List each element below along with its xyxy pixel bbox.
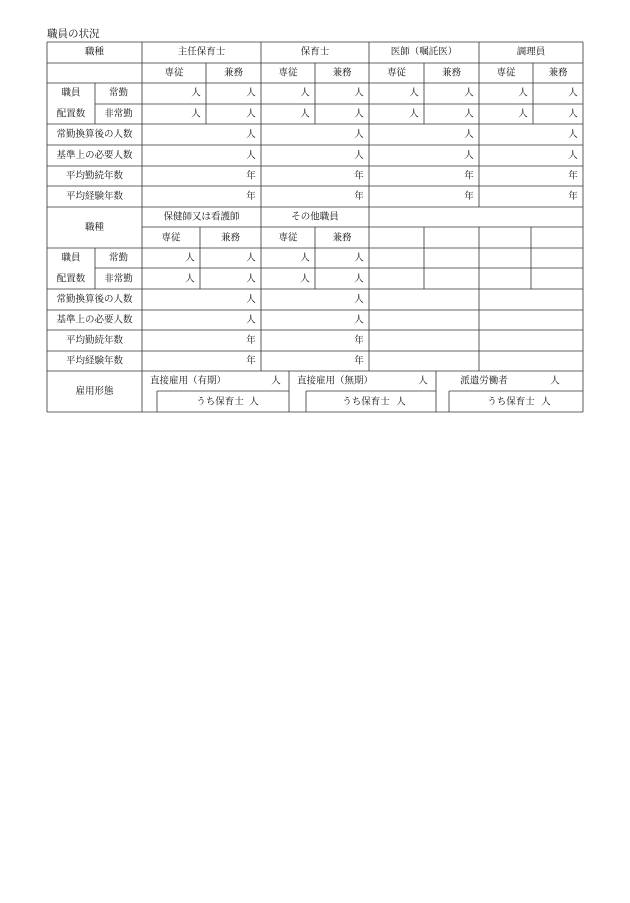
label-hijoukin: 非常勤 xyxy=(104,273,133,285)
sub-header: 専従 xyxy=(278,232,298,244)
of-which-nurse: うち保育士 xyxy=(196,396,244,408)
row-label: 常勤換算後の人数 xyxy=(56,129,133,140)
unit-label: 人 xyxy=(354,108,364,120)
unit-label: 人 xyxy=(568,87,578,99)
unit-label: 人 xyxy=(246,314,256,326)
column-header: 保健師又は看護師 xyxy=(163,211,240,223)
sub-header: 専従 xyxy=(278,67,298,79)
page-title: 職員の状況 xyxy=(47,28,100,40)
label-shokuin: 職員 xyxy=(61,87,81,99)
employment-direct-unfixed: 直接雇用（無期） xyxy=(296,375,374,387)
row-label: 平均勤続年数 xyxy=(65,335,124,346)
unit-label: 年 xyxy=(354,170,364,182)
unit-label: 人 xyxy=(396,396,406,408)
unit-label: 人 xyxy=(464,129,474,140)
unit-label: 年 xyxy=(354,191,364,202)
row-label: 基準上の必要人数 xyxy=(56,150,133,161)
column-header: 保育士 xyxy=(300,46,330,58)
unit-label: 人 xyxy=(518,87,528,99)
label-koyou: 雇用形態 xyxy=(75,386,114,397)
of-which-nurse: うち保育士 xyxy=(487,396,535,408)
sub-header: 兼務 xyxy=(223,67,244,79)
column-header: 主任保育士 xyxy=(177,46,226,58)
unit-label: 年 xyxy=(354,335,364,346)
unit-label: 年 xyxy=(246,191,256,202)
employment-direct-fixed: 直接雇用（有期） xyxy=(149,375,227,387)
unit-label: 年 xyxy=(246,355,256,367)
unit-label: 人 xyxy=(354,273,364,285)
employment-dispatch: 派遣労働者 xyxy=(460,375,508,387)
unit-label: 人 xyxy=(191,108,201,120)
label-haichisu: 配置数 xyxy=(56,273,86,285)
sub-header: 兼務 xyxy=(332,67,352,79)
sub-header: 兼務 xyxy=(548,67,568,79)
unit-label: 人 xyxy=(300,108,310,120)
unit-label: 年 xyxy=(568,191,578,202)
unit-label: 人 xyxy=(568,108,578,120)
unit-label: 人 xyxy=(300,273,310,285)
row-label: 平均経験年数 xyxy=(65,191,124,202)
unit-label: 人 xyxy=(550,375,560,387)
row-label: 平均勤続年数 xyxy=(65,170,124,182)
label-shokuin: 職員 xyxy=(61,252,81,264)
unit-label: 人 xyxy=(568,129,578,140)
unit-label: 人 xyxy=(354,252,364,264)
unit-label: 人 xyxy=(568,150,578,161)
unit-label: 年 xyxy=(246,335,256,346)
label-joukin: 常勤 xyxy=(108,87,129,99)
sub-header: 兼務 xyxy=(220,232,241,244)
unit-label: 年 xyxy=(354,355,364,367)
label-joukin: 常勤 xyxy=(108,252,129,264)
unit-label: 人 xyxy=(246,87,256,99)
unit-label: 人 xyxy=(246,252,256,264)
unit-label: 人 xyxy=(249,396,259,408)
row-label: 平均経験年数 xyxy=(65,355,124,367)
sub-header: 兼務 xyxy=(441,67,462,79)
unit-label: 人 xyxy=(409,108,419,120)
unit-label: 人 xyxy=(300,87,310,99)
column-header: その他職員 xyxy=(291,211,339,223)
unit-label: 人 xyxy=(354,87,364,99)
row-header-shokushu: 職種 xyxy=(84,46,105,58)
sub-header: 兼務 xyxy=(332,232,352,244)
unit-label: 年 xyxy=(568,170,578,182)
unit-label: 年 xyxy=(464,170,474,182)
label-haichisu: 配置数 xyxy=(56,108,86,120)
unit-label: 人 xyxy=(185,252,195,264)
column-header: 調理員 xyxy=(516,46,546,58)
unit-label: 人 xyxy=(418,375,428,387)
unit-label: 人 xyxy=(354,150,364,161)
unit-label: 人 xyxy=(271,375,281,387)
unit-label: 人 xyxy=(246,150,256,161)
unit-label: 人 xyxy=(518,108,528,120)
unit-label: 人 xyxy=(191,87,201,99)
unit-label: 人 xyxy=(464,108,474,120)
sub-header: 専従 xyxy=(164,67,184,79)
unit-label: 人 xyxy=(464,150,474,161)
unit-label: 人 xyxy=(409,87,419,99)
unit-label: 人 xyxy=(246,108,256,120)
of-which-nurse: うち保育士 xyxy=(342,396,390,408)
row-label: 基準上の必要人数 xyxy=(56,314,133,326)
unit-label: 人 xyxy=(354,129,364,140)
label-hijoukin: 非常勤 xyxy=(104,108,133,120)
unit-label: 人 xyxy=(300,252,310,264)
unit-label: 人 xyxy=(464,87,474,99)
column-header: 医師（嘱託医） xyxy=(390,46,458,58)
unit-label: 人 xyxy=(354,294,364,305)
unit-label: 年 xyxy=(464,191,474,202)
unit-label: 人 xyxy=(541,396,551,408)
sub-header: 専従 xyxy=(161,232,181,244)
sub-header: 専従 xyxy=(496,67,516,79)
unit-label: 人 xyxy=(246,273,256,285)
unit-label: 年 xyxy=(246,170,256,182)
row-header-shokushu: 職種 xyxy=(84,222,105,233)
unit-label: 人 xyxy=(246,294,256,305)
sub-header: 専従 xyxy=(386,67,407,79)
unit-label: 人 xyxy=(354,314,364,326)
row-label: 常勤換算後の人数 xyxy=(56,294,133,305)
unit-label: 人 xyxy=(246,129,256,140)
unit-label: 人 xyxy=(185,273,195,285)
